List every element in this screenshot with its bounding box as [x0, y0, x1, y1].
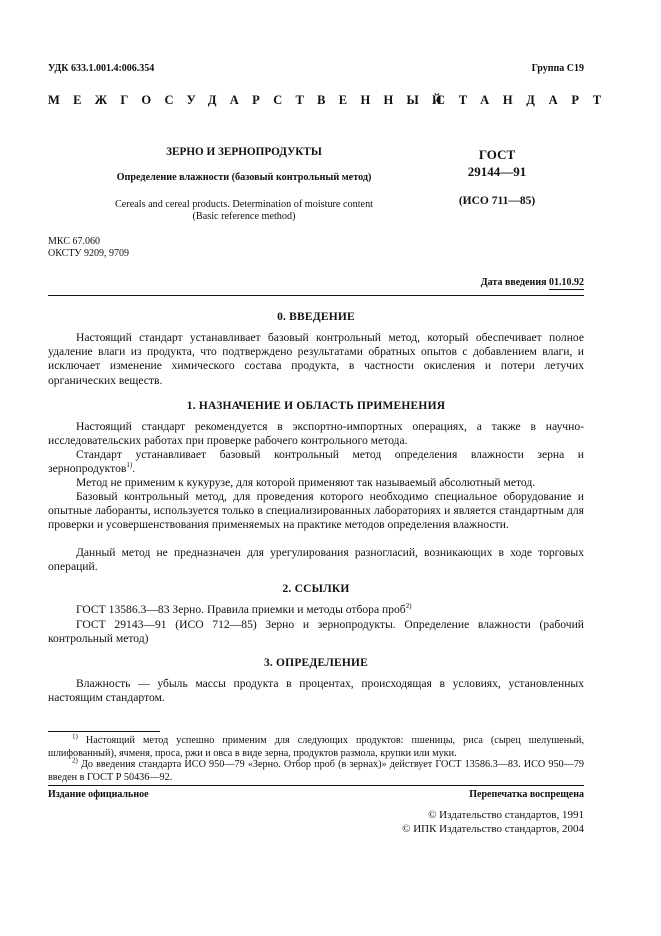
section-1-paragraph-2	[48, 448, 584, 476]
document-title: ЗЕРНО И ЗЕРНОПРОДУКТЫ	[166, 146, 322, 158]
divider-top	[48, 295, 584, 296]
section-1-text-5: Данный метод не предназначен для урегулирования разногласий, возникающих в ходе торговых операций.	[48, 546, 584, 574]
section-2-paragraph-1	[48, 603, 584, 617]
banner-interstate: МЕЖГОСУДАРСТВЕННЫЙ	[48, 93, 456, 107]
banner-standard: СТАНДАРТ	[436, 93, 615, 107]
intro-date-value: 01.10.92	[549, 277, 584, 288]
footnote-2-text: До введения стандарта ИСО 950—79 «Зерно. Отбор проб (в зернах)» действует ГОСТ 13586.3—83. ИСО 950—79 введен в ГОСТ Р 50436—92.	[48, 759, 585, 783]
footnote-ref-2: 2)	[405, 602, 412, 611]
section-1-text-4: Базовый контрольный метод, для проведения которого необходимо специальное оборудование и опытные лаборанты, используется только в специализированных лабораториях и является стандартным для проверки и усовершенствования применяемых на практике методов определения влажности.	[48, 490, 584, 532]
section-1-paragraph-5	[48, 546, 584, 574]
footnote-1-text: Настоящий метод успешно применим для следующих продуктов: пшеницы, риса (сырец шелушеный, шлифованный), ячменя, проса, ржи и овса в виде зерна, продуктов размола, крупки или муки.	[48, 735, 584, 759]
copyright-1991: © Издательство стандартов, 1991	[428, 809, 584, 821]
footnote-2-mark: 2)	[72, 756, 78, 765]
mks-code: МКС 67.060	[48, 236, 100, 247]
section-1-text-2-end: .	[132, 462, 136, 476]
footnote-1-mark: 1)	[72, 732, 78, 741]
gost-number: 29144—91	[467, 164, 527, 179]
document-subtitle: Определение влажности (базовый контрольный метод)	[116, 172, 372, 183]
udk-code: УДК 633.1.001.4:006.354	[48, 63, 155, 74]
footnote-separator	[48, 731, 160, 732]
section-1-text-1: Настоящий стандарт рекомендуется в экспортно-импортных операциях, а также в научно-исследовательских работах при проверке рабочего контрольного метода.	[48, 420, 584, 448]
section-3-paragraph	[48, 677, 584, 705]
section-1-paragraph-1	[48, 420, 584, 448]
section-1-text-2: Стандарт устанавливает базовый контрольный метод определения влажности зерна и зернопродуктов	[48, 448, 584, 476]
footnote-2	[48, 756, 585, 784]
iso-reference: (ИСО 711—85)	[458, 195, 536, 207]
section-0-heading: 0. ВВЕДЕНИЕ	[277, 311, 355, 323]
english-title-line2: (Basic reference method)	[192, 211, 296, 222]
reference-gost-13586: ГОСТ 13586.3—83 Зерно. Правила приемки и методы отбора проб	[76, 603, 406, 616]
section-0-text: Настоящий стандарт устанавливает базовый контрольный метод, который обеспечивает полное удаление влаги из продукта, что подтверждено результатами обратных опытов с добавлением влаги, и исключает изменение химического состава продукта, в частности окисления и потери летучих органических веществ.	[48, 331, 584, 387]
english-title-line1: Cereals and cereal products. Determination of moisture content	[115, 199, 373, 210]
footnote-1	[48, 732, 584, 760]
section-1-text-3: Метод не применим к кукурузе, для которой применяют так называемый абсолютный метод.	[76, 476, 536, 489]
section-1-paragraph-3	[48, 476, 584, 490]
reprint-notice: Перепечатка воспрещена	[469, 789, 584, 800]
section-1-heading: 1. НАЗНАЧЕНИЕ И ОБЛАСТЬ ПРИМЕНЕНИЯ	[186, 400, 446, 412]
section-3-heading: 3. ОПРЕДЕЛЕНИЕ	[263, 657, 369, 669]
section-3-text: Влажность — убыль массы продукта в процентах, происходящая в условиях, установленных настоящим стандартом.	[48, 677, 584, 705]
section-2-heading: 2. ССЫЛКИ	[282, 583, 350, 595]
section-1-paragraph-4	[48, 490, 584, 533]
group-code: Группа С19	[531, 63, 584, 74]
section-2-paragraph-2	[48, 618, 584, 646]
intro-date-label: Дата введения	[480, 277, 547, 288]
footnote-ref-1: 1)	[126, 461, 133, 470]
gost-label: ГОСТ	[478, 147, 516, 162]
copyright-2004: © ИПК Издательство стандартов, 2004	[402, 823, 584, 835]
reference-gost-29143: ГОСТ 29143—91 (ИСО 712—85) Зерно и зернопродукты. Определение влажности (рабочий контрольный метод)	[48, 618, 584, 646]
divider-bottom	[48, 785, 584, 786]
intro-date	[481, 277, 584, 288]
official-edition: Издание официальное	[48, 789, 149, 800]
section-0-paragraph	[48, 331, 584, 388]
okstu-code: ОКСТУ 9209, 9709	[48, 248, 130, 259]
